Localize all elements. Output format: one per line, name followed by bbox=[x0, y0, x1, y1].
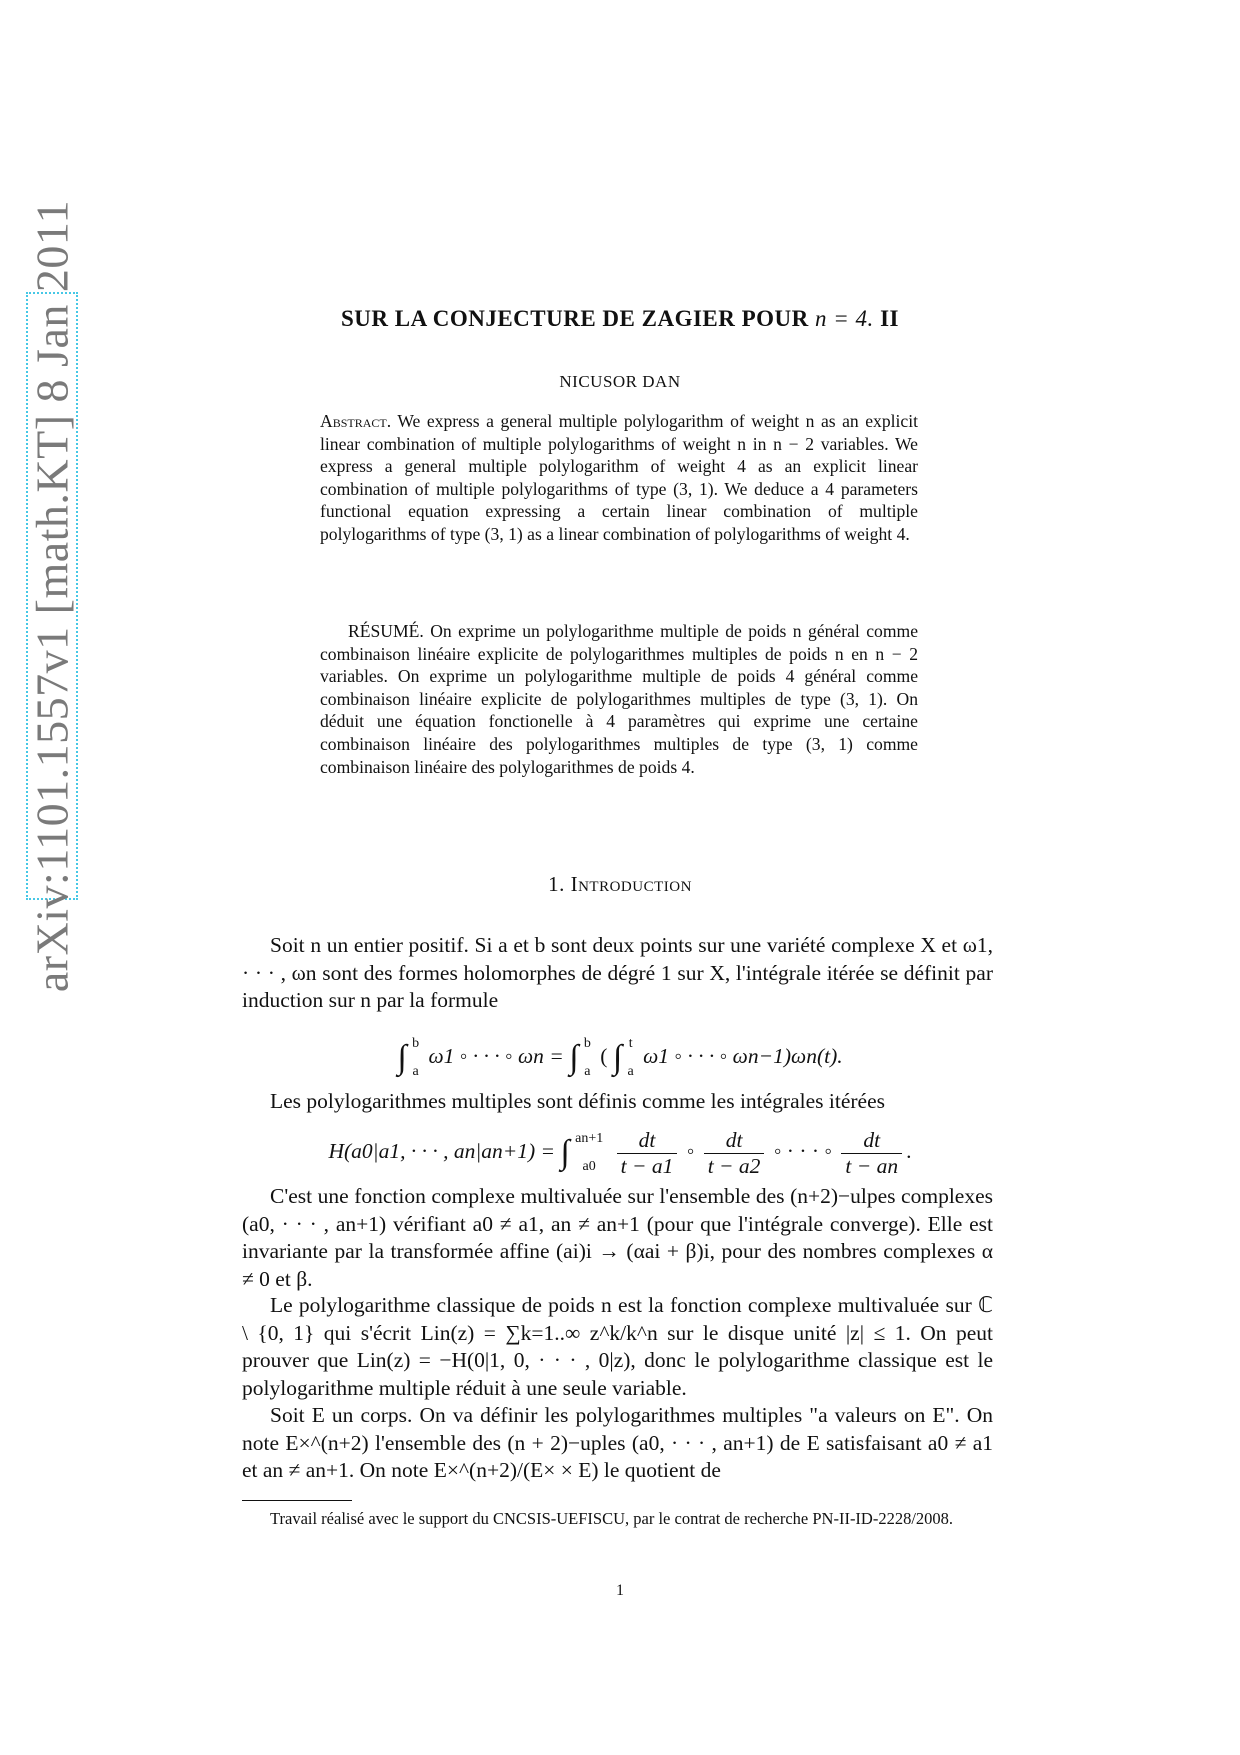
arxiv-identifier: arXiv:1101.1557v1 [math.KT] 8 Jan 2011 bbox=[26, 199, 78, 993]
title-math: n = 4. bbox=[815, 306, 874, 331]
paragraph-3: C'est une fonction complexe multivaluée sur l'ensemble des (n+2)−ulpes complexes (a0, · · · , an+1) vérifiant a0 ≠ a1, an ≠ an+1 (pour que l'intégrale converge). Elle est invariante par la transformée affine (ai)i → (αai + β)i, pour des nombres complexes α ≠ 0 et β. bbox=[242, 1184, 993, 1291]
integral-sign: ∫ bbox=[560, 1134, 570, 1171]
resume-label: RÉSUMÉ. bbox=[348, 621, 424, 641]
title-text: SUR LA CONJECTURE DE ZAGIER POUR bbox=[341, 306, 809, 331]
paper-title bbox=[0, 306, 1240, 332]
eq2-lhs: H(a0|a1, · · · , an|an+1) = bbox=[328, 1138, 556, 1163]
upper-limit: b bbox=[583, 1036, 591, 1051]
paragraph-4: Le polylogarithme classique de poids n est la fonction complexe multivaluée sur ℂ \ {0, 1} qui s'écrit Lin(z) = ∑k=1..∞ z^k/k^n sur le disque unité |z| ≤ 1. On peut prouver que Lin(z) = −H(0|1, 0, · · · , 0|z), donc le polylogarithme classique est le polylogarithme multiple réduit à une seule variable. bbox=[242, 1293, 993, 1400]
page-number: 1 bbox=[616, 1582, 624, 1599]
denominator: t − an bbox=[845, 1153, 899, 1178]
integral-limits bbox=[575, 1125, 603, 1181]
lower-limit: a0 bbox=[582, 1159, 596, 1174]
denominator: t − a2 bbox=[707, 1153, 761, 1178]
integral-limits bbox=[628, 1030, 634, 1086]
abstract-text: We express a general multiple polylogarithm of weight n as an explicit linear combination of multiple polylogarithms of weight n in n − 2 variables. We express a general multiple polylogarithm of weight 4 as an explicit linear combination of multiple polylogarithms of type (3, 1). We deduce a 4 parameters functional equation expressing a certain linear combination of multiple polylogarithms of type (3, 1) as a linear combination of polylogarithms of weight 4. bbox=[320, 411, 918, 544]
compose-op: ◦ bbox=[686, 1138, 695, 1163]
equation-multiple-polylog bbox=[0, 1125, 1240, 1181]
fraction bbox=[617, 1128, 678, 1179]
integral-sign: ∫ bbox=[397, 1039, 407, 1076]
equation-iterated-integral bbox=[0, 1030, 1240, 1086]
integral-limits bbox=[412, 1030, 419, 1086]
eq1-lhs: ω1 ◦ · · · ◦ ωn = bbox=[428, 1043, 564, 1068]
paragraph-2: Les polylogarithmes multiples sont définis comme les intégrales itérées bbox=[270, 1089, 885, 1113]
lower-limit: a bbox=[412, 1064, 419, 1079]
footnote: Travail réalisé avec le support du CNCSIS-UEFISCU, par le contrat de recherche PN-II-ID-2228/2008. bbox=[270, 1509, 954, 1528]
resume bbox=[320, 620, 918, 778]
eq2-end: . bbox=[906, 1138, 912, 1163]
upper-limit: an+1 bbox=[575, 1131, 604, 1146]
fraction bbox=[841, 1128, 902, 1179]
paragraph-5: Soit E un corps. On va définir les polylogarithmes multiples "a valeurs on E". On note E×^(n+2) l'ensemble des (n + 2)−uples (a0, · · · , an+1) de E satisfaisant a0 ≠ a1 et an ≠ an+1. On note E×^(n+2)/(E× × E) le quotient de bbox=[242, 1403, 993, 1482]
numerator: dt bbox=[617, 1128, 678, 1154]
compose-dots: ◦ · · · ◦ bbox=[773, 1138, 833, 1163]
integral-sign: ∫ bbox=[569, 1039, 579, 1076]
eq1-paren: ( bbox=[600, 1043, 608, 1068]
section-title: Introduction bbox=[570, 872, 692, 896]
integral-limits bbox=[584, 1030, 591, 1086]
section-heading bbox=[0, 872, 1240, 897]
abstract bbox=[320, 410, 918, 546]
resume-text: On exprime un polylogarithme multiple de poids n général comme combinaison linéaire explicite de polylogarithmes multiples de poids n en n − 2 variables. On exprime un polylogarithme multiple de poids 4 général comme combinaison linéaire explicite de polylogarithmes multiples de type (3, 1). On déduit une équation fonctionelle à 4 paramètres qui exprime une certaine combinaison linéaire des polylogarithmes multiples de type (3, 1) comme combinaison linéaire des polylogarithmes de poids 4. bbox=[320, 621, 918, 777]
abstract-label: Abstract. bbox=[320, 411, 392, 431]
eq1-rhs: ω1 ◦ · · · ◦ ωn−1)ωn(t). bbox=[643, 1043, 843, 1068]
section-number: 1. bbox=[548, 872, 565, 896]
lower-limit: a bbox=[627, 1064, 634, 1079]
footnote-rule bbox=[242, 1500, 352, 1501]
denominator: t − a1 bbox=[620, 1153, 674, 1178]
numerator: dt bbox=[704, 1128, 765, 1154]
fraction bbox=[704, 1128, 765, 1179]
upper-limit: b bbox=[412, 1036, 420, 1051]
integral-sign: ∫ bbox=[612, 1039, 623, 1076]
upper-limit: t bbox=[628, 1036, 633, 1051]
numerator: dt bbox=[841, 1128, 902, 1154]
paragraph-1: Soit n un entier positif. Si a et b sont deux points sur une variété complexe X et ω1, · · · , ωn sont des formes holomorphes de dégré 1 sur X, l'intégrale itérée se définit par induction sur n par la formule bbox=[242, 933, 993, 1012]
author-name: NICUSOR DAN bbox=[559, 372, 681, 391]
lower-limit: a bbox=[584, 1064, 591, 1079]
title-suffix: II bbox=[880, 306, 899, 331]
